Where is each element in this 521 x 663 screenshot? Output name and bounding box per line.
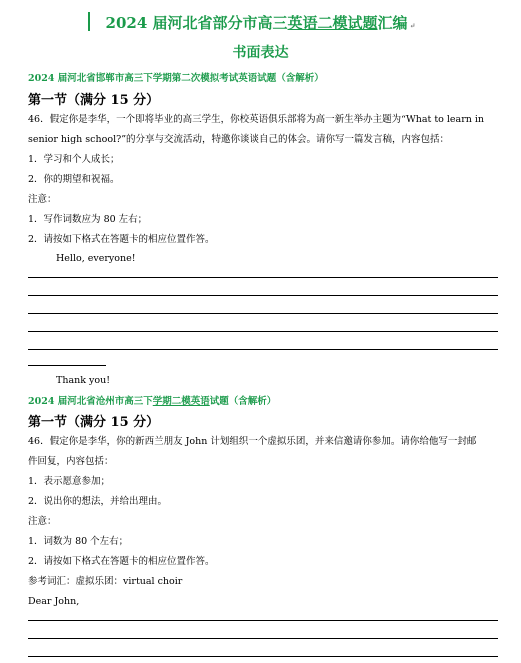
part1-item1-text: 1．学习和个人成长； xyxy=(28,154,120,165)
part2-vocab-text: 参考词汇：虚拟乐团：virtual choir xyxy=(28,576,183,587)
part1-item2 xyxy=(28,173,120,186)
part1-closing-text: Thank you! xyxy=(56,375,111,386)
part2-note1 xyxy=(28,535,128,548)
part1-q-line2-text: senior high school?”的分享与交流活动，特邀你谈谈自己的体会。请你写一篇发言稿，内容包括： xyxy=(28,134,450,145)
part2-note-text: 注意： xyxy=(28,516,57,527)
part2-q-line1-text: 46．假定你是李华，你的新西兰朋友 John 计划组织一个虚拟乐团，并来信邀请你参加。请你给他写一封邮 xyxy=(28,436,477,447)
subtitle-text: 书面表达 xyxy=(232,45,289,61)
part1-source xyxy=(28,70,324,84)
answer-line xyxy=(28,277,498,278)
part1-item1 xyxy=(28,153,120,166)
title-suffix: 汇编 xyxy=(377,14,408,32)
part2-note2-text: 2．请按如下格式在答题卡的相应位置作答。 xyxy=(28,556,215,567)
part2-question-line1 xyxy=(28,435,476,448)
title-underlined: 英语二模试题 xyxy=(287,14,378,32)
part1-question-line1 xyxy=(28,113,484,126)
part1-greeting-text: Hello, everyone! xyxy=(56,253,136,264)
part1-note2-text: 2．请按如下格式在答题卡的相应位置作答。 xyxy=(28,234,215,245)
part1-closing xyxy=(56,374,110,387)
part2-question-line2 xyxy=(28,455,114,468)
part2-greeting xyxy=(28,595,79,608)
part1-note-text: 注意： xyxy=(28,194,57,205)
part2-source-underlined: 学期二模英语 xyxy=(152,396,210,407)
part2-q-line2-text: 件回复，内容包括： xyxy=(28,456,114,467)
part1-source-text: 2024 届河北省邯郸市高三下学期第二次模拟考试英语试题（含解析） xyxy=(28,73,324,84)
part2-note2 xyxy=(28,555,215,568)
title-prefix: 2024 届河北省部分市高三 xyxy=(105,14,288,32)
part2-item2-text: 2．说出你的想法，并给出理由。 xyxy=(28,496,168,507)
part2-note xyxy=(28,515,57,528)
answer-line xyxy=(28,656,498,657)
part2-vocab xyxy=(28,575,182,588)
part2-item1-text: 1．表示愿意参加； xyxy=(28,476,111,487)
part1-section-heading xyxy=(28,89,159,108)
part1-section-text: 第一节（满分 15 分） xyxy=(28,93,160,108)
document-title xyxy=(0,12,521,33)
part2-greeting-text: Dear John, xyxy=(28,596,80,607)
paragraph-mark-icon: ↵ xyxy=(409,21,416,30)
part2-note1-text: 1．词数为 80 个左右； xyxy=(28,536,129,547)
answer-line xyxy=(28,620,498,621)
part1-q-line1-text: 46．假定你是李华，一个即将毕业的高三学生，你校英语俱乐部将为高一新生举办主题为“What to learn in xyxy=(28,114,485,125)
part1-note2 xyxy=(28,233,215,246)
answer-line xyxy=(28,295,498,296)
part2-source-prefix: 2024 届河北省沧州市高三下 xyxy=(28,396,153,407)
part1-question-line2 xyxy=(28,133,449,146)
document-subtitle xyxy=(0,42,521,62)
part2-section-heading xyxy=(28,411,159,430)
part1-note xyxy=(28,193,57,206)
part2-source xyxy=(28,393,276,407)
answer-line xyxy=(28,313,498,314)
part2-source-suffix: 试题（含解析） xyxy=(209,396,277,407)
answer-line-short xyxy=(28,365,106,366)
part2-section-text: 第一节（满分 15 分） xyxy=(28,415,160,430)
part1-note1 xyxy=(28,213,147,226)
part2-item1 xyxy=(28,475,110,488)
answer-line xyxy=(28,331,498,332)
part2-item2 xyxy=(28,495,167,508)
part1-greeting xyxy=(56,252,136,265)
answer-line xyxy=(28,349,498,350)
answer-line xyxy=(28,638,498,639)
part1-item2-text: 2．你的期望和祝福。 xyxy=(28,174,120,185)
part1-note1-text: 1．写作词数应为 80 左右； xyxy=(28,214,148,225)
